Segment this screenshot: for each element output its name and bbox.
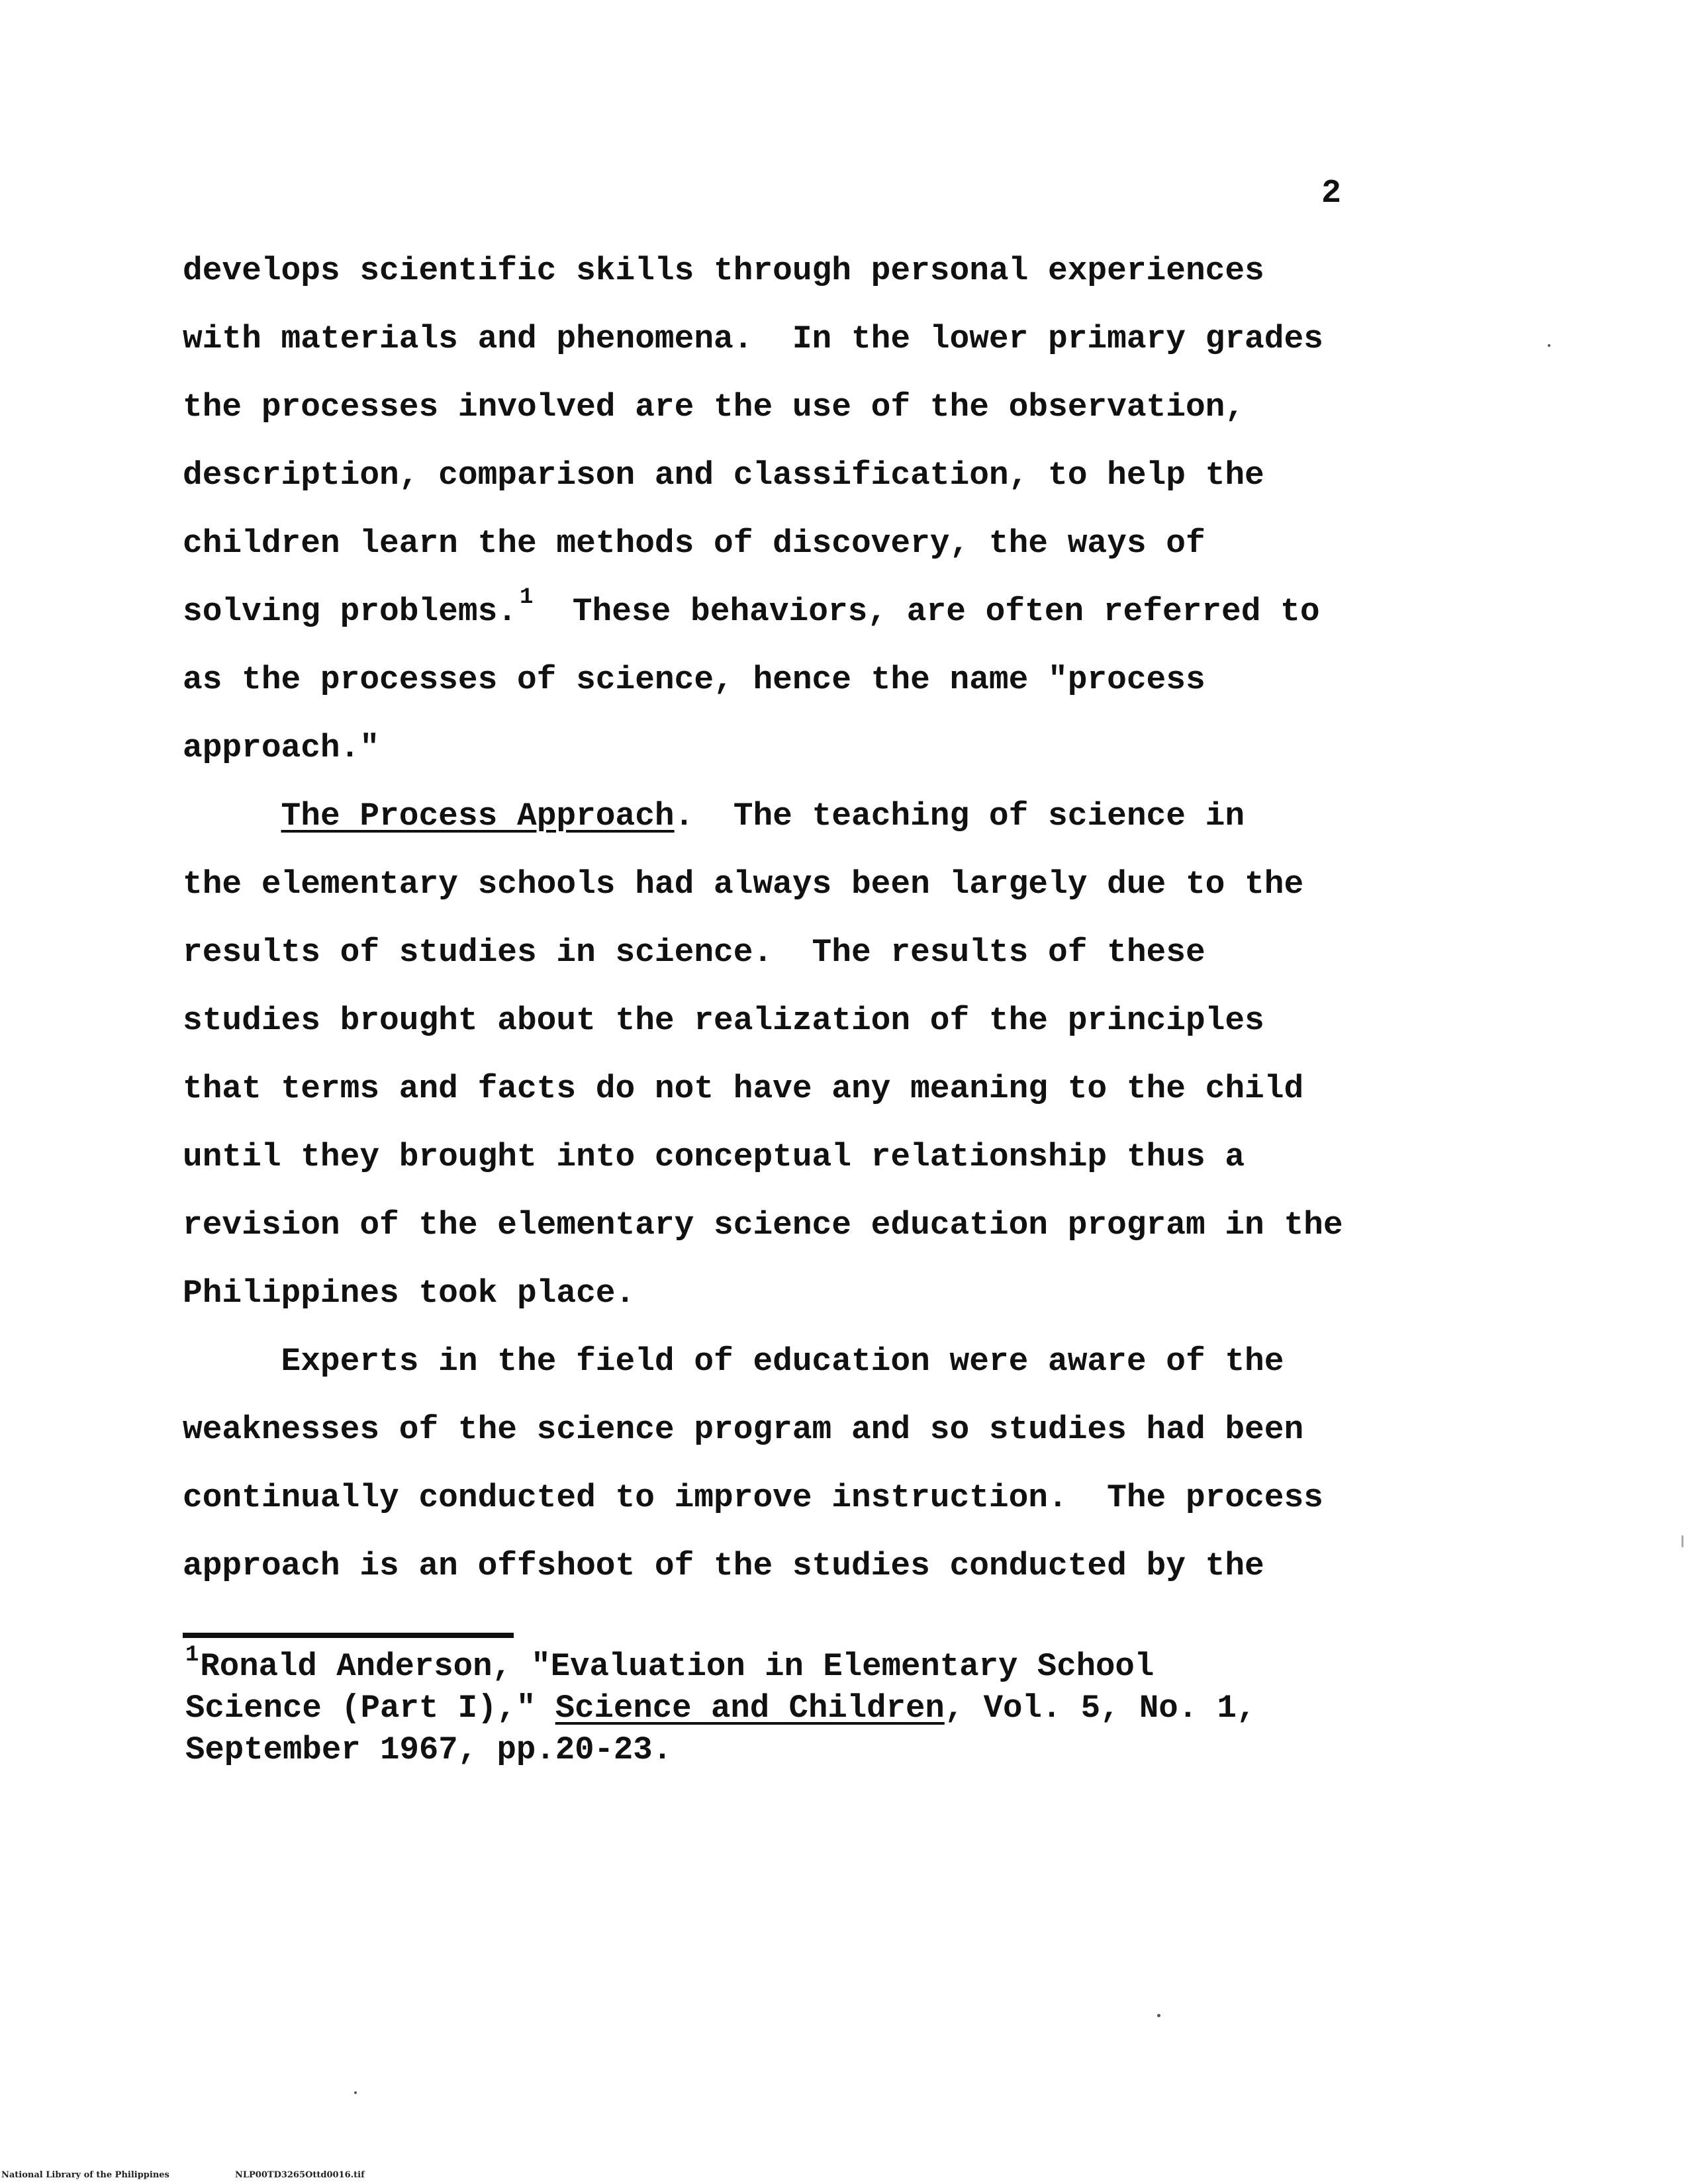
scan-speck: [1157, 2014, 1160, 2017]
body-line-6-end: These behaviors, are often referred to: [533, 593, 1320, 630]
body-line-3: the processes involved are the use of the observation,: [183, 388, 1245, 426]
footnote-line-3: September 1967, pp.20-23.: [185, 1731, 673, 1768]
scan-edge-mark: [1681, 1535, 1683, 1547]
body-line-5: children learn the methods of discovery, the ways of: [183, 525, 1206, 562]
body-line-6: [183, 585, 1320, 630]
section-heading: The Process Approach: [281, 797, 675, 835]
page-number: 2: [1321, 175, 1342, 212]
footnote-separator: [183, 1633, 514, 1638]
body-line-18: weaknesses of the science program and so studies had been: [183, 1411, 1304, 1448]
body-line-12: studies brought about the realization of the principles: [183, 1002, 1264, 1039]
body-line-13: that terms and facts do not have any meaning to the child: [183, 1070, 1304, 1107]
footnote-part: Science (Part I),": [185, 1690, 555, 1727]
footnote-volume: , Vol. 5, No. 1,: [944, 1690, 1256, 1727]
body-line-15: revision of the elementary science education program in the: [183, 1206, 1343, 1244]
body-line-14: until they brought into conceptual relationship thus a: [183, 1138, 1245, 1175]
body-line-10: the elementary schools had always been largely due to the: [183, 866, 1304, 903]
section-heading-line: [183, 797, 1245, 835]
body-line-8: approach.": [183, 729, 380, 766]
body-line-2: with materials and phenomena. In the lower primary grades: [183, 320, 1323, 357]
scan-speck: [354, 2091, 357, 2094]
body-line-6-start: solving problems.: [183, 593, 517, 630]
body-line-11: results of studies in science. The results of these: [183, 934, 1206, 971]
body-line-7: as the processes of science, hence the name "process: [183, 661, 1206, 698]
body-line-16: Philippines took place.: [183, 1275, 636, 1312]
footnote-line-2: [185, 1692, 1256, 1725]
body-line-20: approach is an offshoot of the studies conducted by the: [183, 1547, 1264, 1584]
footnote-journal: Science and Children: [555, 1690, 945, 1727]
body-line-1: develops scientific skills through personal experiences: [183, 252, 1264, 289]
body-line-4: description, comparison and classification, to help the: [183, 457, 1264, 494]
section-heading-continuation: . The teaching of science in: [674, 797, 1245, 835]
archive-footer-library: National Library of the Philippines: [1, 2170, 169, 2180]
body-line-19: continually conducted to improve instruction. The process: [183, 1479, 1323, 1516]
body-line-17: Experts in the field of education were aware of the: [183, 1343, 1284, 1380]
footnote-marker: 1: [185, 1643, 199, 1668]
footnote-line-1: [185, 1643, 1155, 1685]
archive-footer-filename: NLP00TD3265Ottd0016.tif: [235, 2170, 365, 2180]
scan-speck: [1548, 344, 1550, 347]
footnote-author-title: Ronald Anderson, "Evaluation in Elementary School: [200, 1648, 1155, 1685]
indent: [183, 797, 281, 835]
footnote-reference: 1: [519, 585, 534, 610]
